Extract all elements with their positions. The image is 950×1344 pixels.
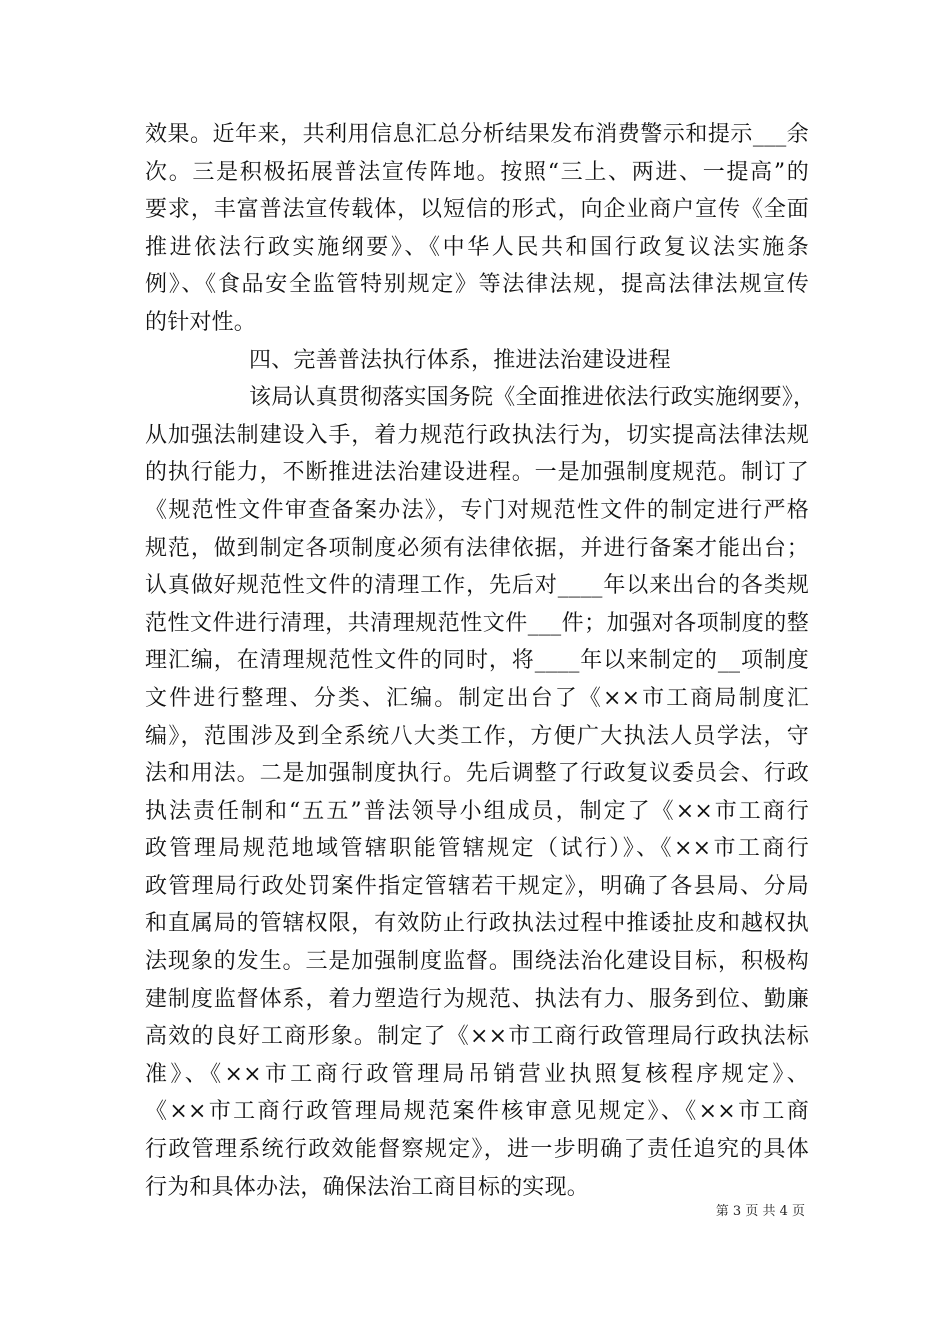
- text-line: 理汇编，在清理规范性文件的同时，将____年以来制定的__项制度: [145, 648, 809, 674]
- text-line: 次。三是积极拓展普法宣传阵地。按照“三上、两进、一提高”的: [145, 159, 809, 185]
- text-line: 高效的良好工商形象。制定了《××市工商行政管理局行政执法标: [145, 1024, 809, 1050]
- text-line: 编》，范围涉及到全系统八大类工作，方便广大执法人员学法，守: [145, 723, 809, 749]
- text-line: 要求，丰富普法宣传载体，以短信的形式，向企业商户宣传《全面: [145, 197, 809, 223]
- text-line: 政管理局行政处罚案件指定管辖若干规定》，明确了各县局、分局: [145, 873, 809, 899]
- page-number-footer: 第 3 页 共 4 页: [715, 1204, 805, 1219]
- text-line: 政管理局规范地域管辖职能管辖规定（试行）》、《××市工商行: [145, 836, 809, 862]
- text-line: 推进依法行政实施纲要》、《中华人民共和国行政复议法实施条: [145, 234, 809, 260]
- text-line: 法现象的发生。三是加强制度监督。围绕法治化建设目标，积极构: [145, 949, 809, 975]
- document-body: [145, 116, 816, 1206]
- text-line: 法和用法。二是加强制度执行。先后调整了行政复议委员会、行政: [145, 761, 809, 787]
- text-line: 范性文件进行清理，共清理规范性文件___件；加强对各项制度的整: [145, 610, 809, 636]
- text-line: 建制度监督体系，着力塑造行为规范、执法有力、服务到位、勤廉: [145, 986, 809, 1012]
- text-line: 准》、《××市工商行政管理局吊销营业执照复核程序规定》、: [145, 1061, 809, 1087]
- text-line: 的针对性。: [145, 309, 257, 335]
- text-line: 效果。近年来，共利用信息汇总分析结果发布消费警示和提示___余: [145, 122, 809, 147]
- paragraph-1: [145, 116, 809, 342]
- text-line: 和直属局的管辖权限，有效防止行政执法过程中推诿扯皮和越权执: [145, 911, 809, 937]
- section-heading: 四、完善普法执行体系，推进法治建设进程: [249, 347, 671, 373]
- text-line: 行政管理系统行政效能督察规定》，进一步明确了责任追究的具体: [145, 1137, 809, 1163]
- text-line: 《××市工商行政管理局规范案件核审意见规定》、《××市工商: [145, 1099, 809, 1125]
- text-line: 的执行能力，不断推进法治建设进程。一是加强制度规范。制订了: [145, 460, 809, 486]
- text-line: 《规范性文件审查备案办法》，专门对规范性文件的制定进行严格: [145, 497, 809, 523]
- text-line: 执法责任制和“五五”普法领导小组成员，制定了《××市工商行: [145, 798, 809, 824]
- text-line: 行为和具体办法，确保法治工商目标的实现。: [145, 1174, 590, 1200]
- text-line: 认真做好规范性文件的清理工作，先后对____年以来出台的各类规: [145, 573, 809, 599]
- text-line: 文件进行整理、分类、汇编。制定出台了《××市工商局制度汇: [145, 685, 809, 711]
- text-line: 规范，做到制定各项制度必须有法律依据，并进行备案才能出台；: [145, 535, 809, 561]
- text-line: 例》、《食品安全监管特别规定》等法律法规，提高法律法规宣传: [145, 272, 809, 298]
- text-line: 从加强法制建设入手，着力规范行政执法行为，切实提高法律法规: [145, 422, 809, 448]
- text-line: 该局认真贯彻落实国务院《全面推进依法行政实施纲要》，: [249, 385, 816, 411]
- paragraph-2: [145, 379, 816, 1206]
